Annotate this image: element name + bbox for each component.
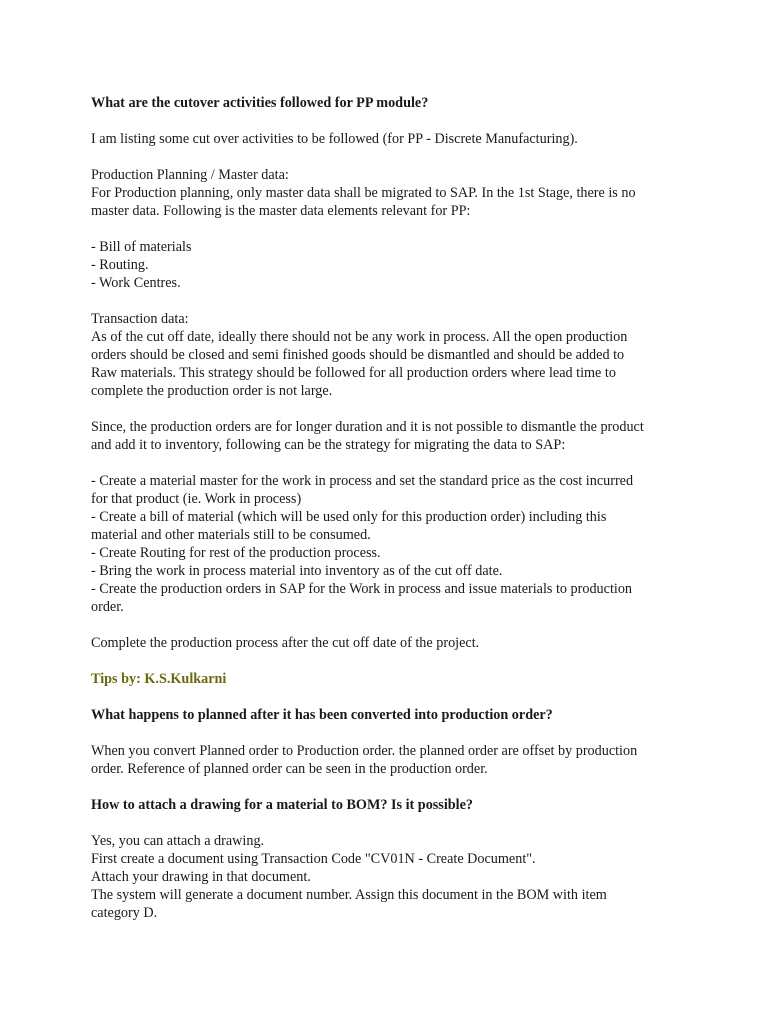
list-item: for that product (ie. Work in process) <box>91 491 302 507</box>
list-item: - Create the production orders in SAP for the Work in process and issue materials to production <box>91 581 633 597</box>
complete-text: Complete the production process after the cut off date of the project. <box>91 635 480 651</box>
list-item: - Bill of materials <box>91 239 192 255</box>
question-cutover: What are the cutover activities followed for PP module? <box>91 95 429 111</box>
list-item: - Work Centres. <box>91 275 181 291</box>
list-item: order. <box>91 599 124 615</box>
question-planned-order: What happens to planned after it has been converted into production order? <box>91 707 553 723</box>
question-attach-drawing: How to attach a drawing for a material to BOM? Is it possible? <box>91 797 473 813</box>
master-data-text: For Production planning, only master data shall be migrated to SAP. In the 1st Stage, there is no master data. Following is the master data elements relevant for PP: <box>91 185 636 219</box>
since-text: Since, the production orders are for longer duration and it is not possible to dismantle the product and add it to inventory, following can be the strategy for migrating the data to SAP: <box>91 419 644 453</box>
answer-planned-order: When you convert Planned order to Production order. the planned order are offset by production order. Reference of planned order can be seen in the production order. <box>91 743 638 777</box>
tips-label: Tips by: <box>91 671 141 687</box>
answer-attach-drawing: Yes, you can attach a drawing. First create a document using Transaction Code "CV01N - Create Document". Attach your drawing in that document. The system will generate a document number. Assign this document in the BOM with item category D. <box>91 833 607 921</box>
tips-author: K.S.Kulkarni <box>144 671 227 687</box>
master-data-list <box>91 238 691 292</box>
master-data-heading: Production Planning / Master data: <box>91 167 289 183</box>
transaction-data-heading: Transaction data: <box>91 311 189 327</box>
strategy-list <box>91 472 691 616</box>
list-item: - Create a bill of material (which will be used only for this production order) including this <box>91 509 607 525</box>
transaction-data-text: As of the cut off date, ideally there should not be any work in process. All the open production orders should be closed and semi finished goods should be dismantled and should be added to Raw materials. This strategy should be followed for all production orders where lead time to complete the production order is not large. <box>91 329 628 399</box>
document-content <box>91 94 691 922</box>
intro-text: I am listing some cut over activities to be followed (for PP - Discrete Manufacturing). <box>91 131 578 147</box>
list-item: - Create Routing for rest of the production process. <box>91 545 381 561</box>
list-item: - Routing. <box>91 257 149 273</box>
tips-credit <box>91 670 691 688</box>
list-item: material and other materials still to be consumed. <box>91 527 371 543</box>
list-item: - Create a material master for the work in process and set the standard price as the cost incurred <box>91 473 634 489</box>
list-item: - Bring the work in process material into inventory as of the cut off date. <box>91 563 503 579</box>
